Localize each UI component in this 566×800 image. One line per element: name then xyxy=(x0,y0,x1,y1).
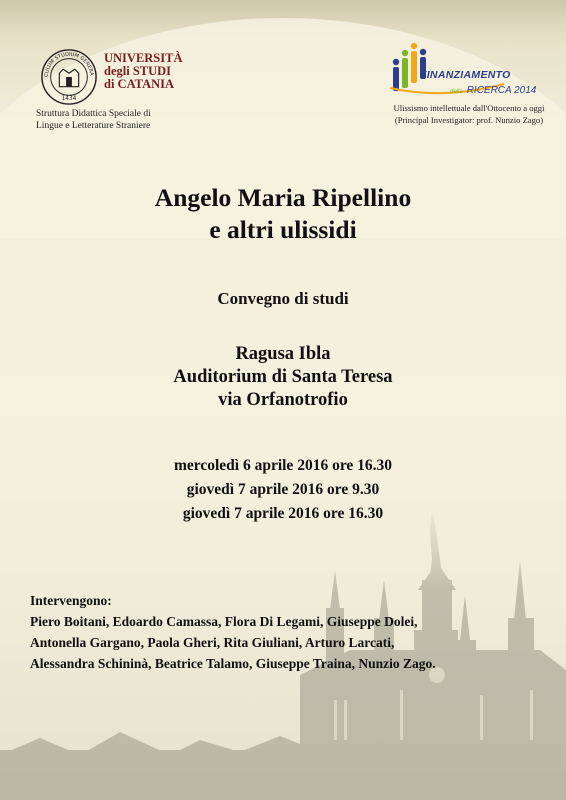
event-title xyxy=(0,182,566,246)
svg-text:SICULUM STUDIUM GENERALE xyxy=(40,48,94,77)
university-name-line: UNIVERSITÀ xyxy=(104,51,183,65)
speakers-label: Intervengono: xyxy=(30,593,112,608)
date-line: giovedì 7 aprile 2016 ore 9.30 xyxy=(186,481,380,498)
seal-year: 1434 xyxy=(61,96,77,103)
location-line: Auditorium di Santa Teresa xyxy=(173,367,393,387)
speakers-line: Alessandra Schininà, Beatrice Talamo, Giuseppe Traina, Nunzio Zago. xyxy=(30,656,436,671)
university-name-line: degli STUDI xyxy=(104,64,172,78)
speakers-section xyxy=(30,590,546,674)
event-dates xyxy=(0,454,566,526)
location-line: via Orfanotrofio xyxy=(218,390,348,410)
university-name-line: di CATANIA xyxy=(104,77,175,91)
event-title-line: e altri ulissidi xyxy=(209,215,357,244)
project-info xyxy=(376,102,562,126)
funding-logo-year: RICERCA 2014 xyxy=(466,85,537,96)
university-name xyxy=(104,52,194,91)
event-subtitle: Convegno di studi xyxy=(217,289,349,308)
department-name xyxy=(36,108,196,132)
department-line: Lingue e Letterature Straniere xyxy=(36,121,151,131)
speakers-line: Antonella Gargano, Paola Gheri, Rita Giuliani, Arturo Larcati, xyxy=(30,635,395,650)
funding-logo-line1: FINANZIAMENTO xyxy=(420,69,511,81)
seal-text: CULUM STUDIUM GENERA xyxy=(43,51,95,78)
location-line: Ragusa Ibla xyxy=(235,344,331,364)
project-title: Ulissismo intellettuale dall'Ottocento a oggi xyxy=(393,103,545,113)
funding-logo-small: della xyxy=(450,89,463,95)
university-seal-icon xyxy=(40,48,98,106)
funding-logo-line2 xyxy=(450,85,536,96)
event-location xyxy=(0,343,566,412)
date-line: mercoledì 6 aprile 2016 ore 16.30 xyxy=(173,457,393,474)
header xyxy=(0,0,566,140)
project-pi: (Principal Investigator: prof. Nunzio Zago) xyxy=(394,115,544,125)
date-line: giovedì 7 aprile 2016 ore 16.30 xyxy=(182,505,384,522)
speakers-line: Piero Boitani, Edoardo Camassa, Flora Di Legami, Giuseppe Dolei, xyxy=(30,614,418,629)
department-line: Struttura Didattica Speciale di xyxy=(36,109,151,119)
event-title-line: Angelo Maria Ripellino xyxy=(154,183,412,212)
